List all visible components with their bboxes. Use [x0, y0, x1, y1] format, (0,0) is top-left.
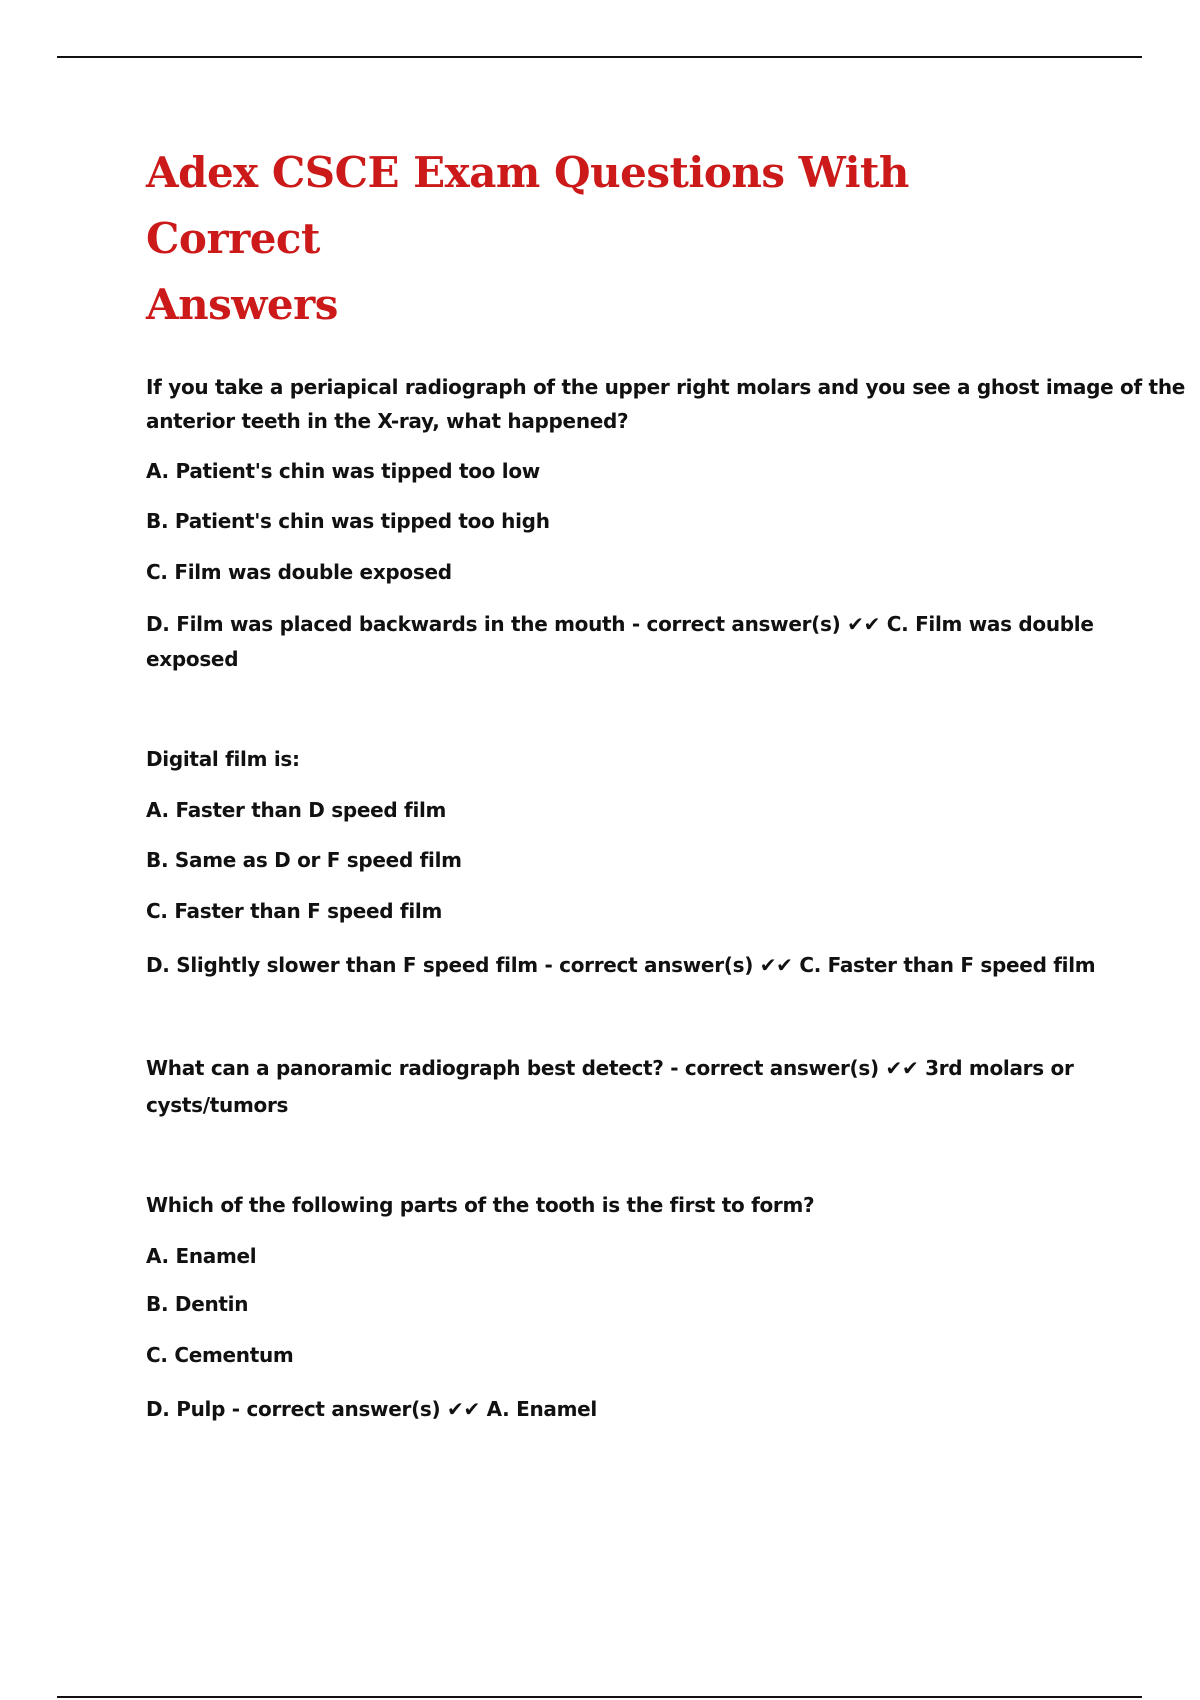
question-1-option-a: A. Patient's chin was tipped too low — [146, 459, 540, 483]
question-3-answer-line-1: 3rd molars or — [925, 1056, 1074, 1080]
question-2-option-d — [146, 948, 1095, 982]
checkmark-icon: ✔✔ — [847, 612, 881, 636]
question-2-prompt: Digital film is: — [146, 747, 300, 771]
checkmark-icon: ✔✔ — [759, 953, 793, 977]
question-1-answer-line-2: exposed — [146, 647, 239, 671]
question-2-option-a: A. Faster than D speed film — [146, 798, 447, 822]
question-2-option-b: B. Same as D or F speed film — [146, 848, 462, 872]
question-1-option-d — [146, 607, 1094, 641]
question-1-prompt-line-1: If you take a periapical radiograph of the upper right molars and you see a ghost image of the — [146, 375, 1186, 399]
question-3-answer-line-2: cysts/tumors — [146, 1093, 289, 1117]
question-1-prompt-line-2: anterior teeth in the X-ray, what happened? — [146, 409, 629, 433]
question-1-option-c: C. Film was double exposed — [146, 560, 452, 584]
question-4-prompt: Which of the following parts of the tooth is the first to form? — [146, 1193, 815, 1217]
checkmark-icon: ✔✔ — [447, 1397, 480, 1421]
question-4-answer: A. Enamel — [486, 1397, 597, 1421]
title-line-1: Adex CSCE Exam Questions With Correct — [146, 148, 909, 263]
bottom-rule — [57, 1696, 1142, 1698]
question-2-answer: C. Faster than F speed film — [799, 953, 1096, 977]
question-3-prompt-text: What can a panoramic radiograph best detect? - correct answer(s) — [146, 1056, 879, 1080]
question-4-option-a: A. Enamel — [146, 1244, 257, 1268]
top-rule — [57, 56, 1142, 58]
document-title — [146, 140, 1086, 338]
question-1-answer-line-1: C. Film was double — [886, 612, 1094, 636]
question-4-option-d-text: D. Pulp - correct answer(s) — [146, 1397, 441, 1421]
question-1-option-b: B. Patient's chin was tipped too high — [146, 509, 550, 533]
question-4-option-b: B. Dentin — [146, 1292, 249, 1316]
title-line-2: Answers — [146, 280, 338, 329]
question-4-option-c: C. Cementum — [146, 1343, 294, 1367]
question-3-prompt — [146, 1051, 1074, 1085]
checkmark-icon: ✔✔ — [885, 1056, 919, 1080]
question-2-option-c: C. Faster than F speed film — [146, 899, 442, 923]
question-1-option-d-text: D. Film was placed backwards in the mouth - correct answer(s) — [146, 612, 841, 636]
question-4-option-d — [146, 1392, 597, 1426]
question-2-option-d-text: D. Slightly slower than F speed film - correct answer(s) — [146, 953, 754, 977]
